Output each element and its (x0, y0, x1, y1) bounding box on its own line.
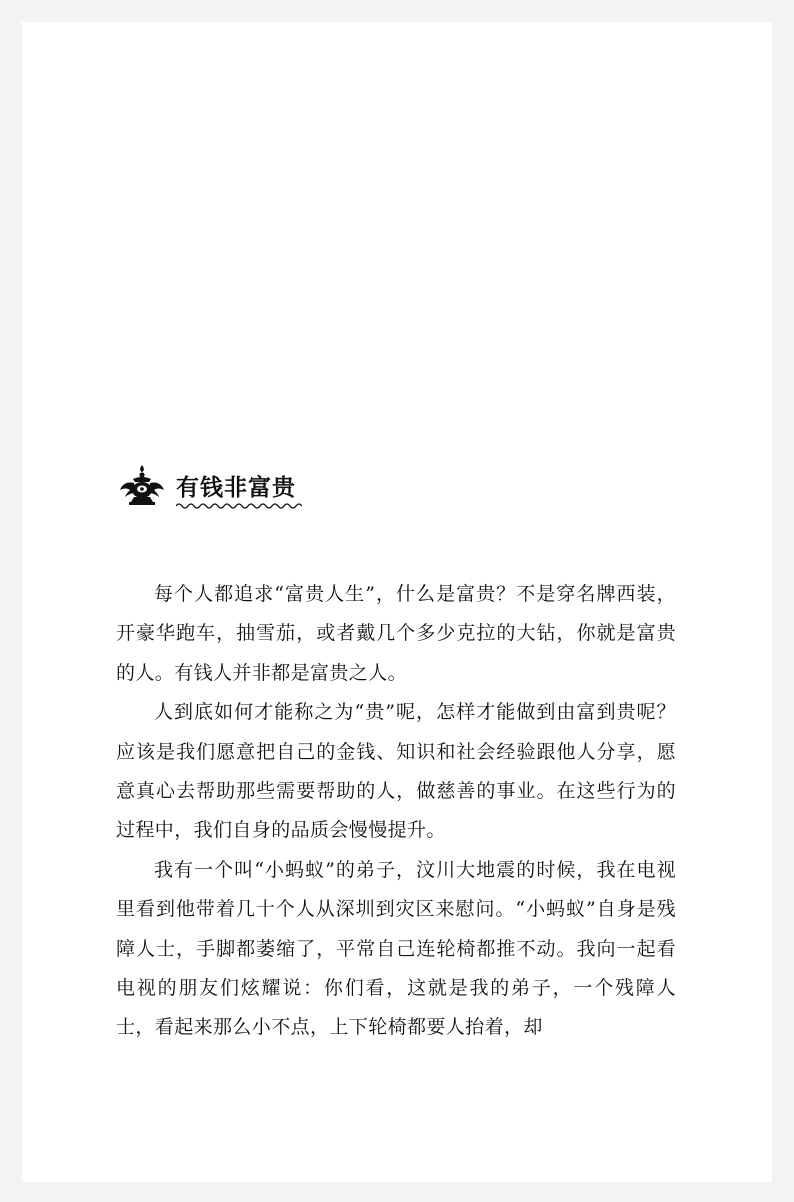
body-text (116, 575, 676, 1048)
section-title: 有钱非富贵 (176, 474, 296, 501)
treasure-vase-icon (118, 463, 166, 507)
wavy-underline (176, 501, 302, 511)
paragraph-2: 人到底如何才能称之为“贵”呢，怎样才能做到由富到贵呢？应该是我们愿意把自己的金钱、知识和社会经验跟他人分享，愿意真心去帮助那些需要帮助的人，做慈善的事业。在这些行为的过程中，我们自身的品质会慢慢提升。 (116, 701, 676, 842)
paragraph-1: 每个人都追求“富贵人生”，什么是富贵？不是穿名牌西装，开豪华跑车，抽雪茄，或者戴几个多少克拉的大钻，你就是富贵的人。有钱人并非都是富贵之人。 (116, 583, 676, 684)
paragraph-3: 我有一个叫“小蚂蚁”的弟子，汶川大地震的时候，我在电视里看到他带着几十个人从深圳到灾区来慰问。“小蚂蚁”自身是残障人士，手脚都萎缩了，平常自己连轮椅都推不动。我向一起看电视的朋友们炫耀说：你们看，这就是我的弟子，一个残障人士，看起来那么小不点，上下轮椅都要人抬着，却 (116, 858, 676, 1039)
